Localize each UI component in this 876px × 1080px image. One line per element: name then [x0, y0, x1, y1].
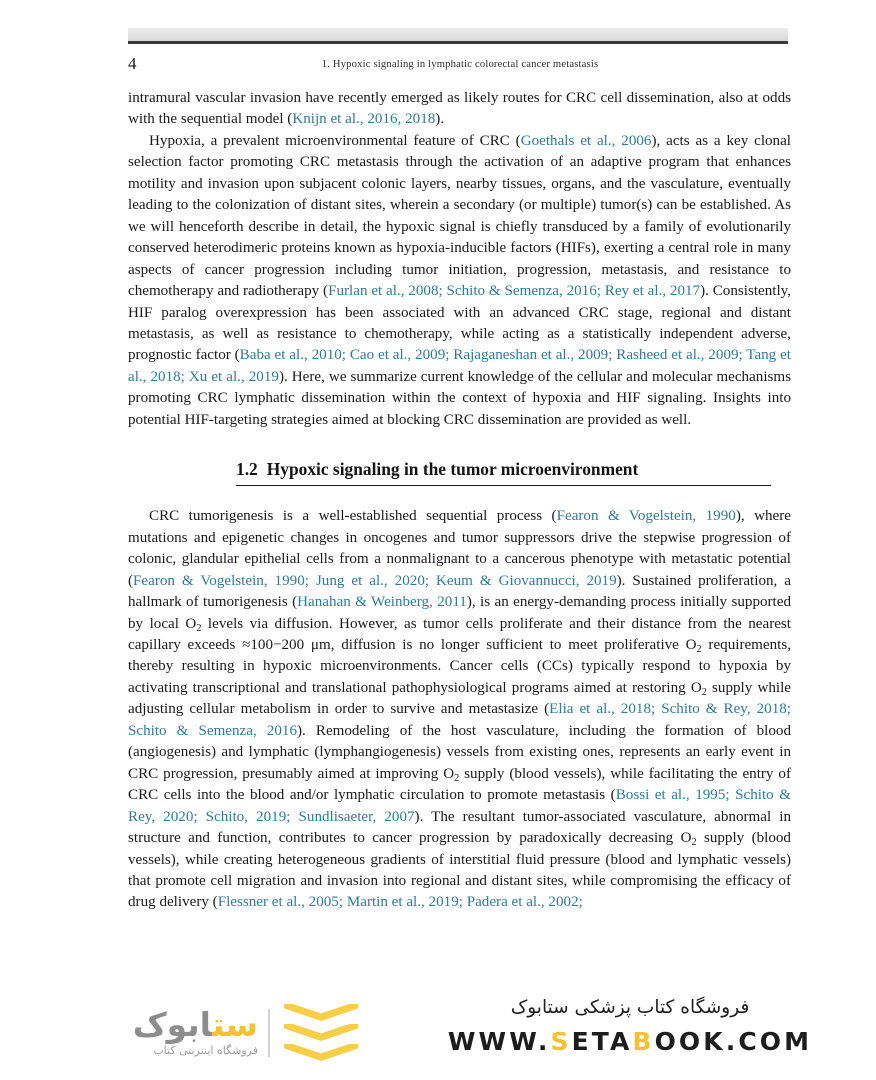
- subscript: 2: [696, 643, 702, 655]
- subscript: 2: [691, 836, 697, 848]
- scan-top-bar: [128, 28, 788, 44]
- subscript: 2: [454, 772, 460, 784]
- chevron-emblem-icon: [284, 1004, 358, 1062]
- scan-gray-band: [128, 28, 788, 41]
- brand-url-accent-letter: B: [632, 1027, 655, 1056]
- chevron-icon-3: [284, 1044, 358, 1061]
- citation-reference[interactable]: Hanahan & Weinberg, 2011: [297, 594, 467, 611]
- brand-logo-tagline: فروشگاه اینترنتی کتاب: [153, 1044, 258, 1057]
- citation-reference[interactable]: Knijn et al., 2016, 2018: [292, 111, 436, 128]
- brand-url[interactable]: [430, 1025, 830, 1059]
- citation-reference[interactable]: Elia et al., 2018; Schito & Rey, 2018; Schito & Semenza, 2016: [128, 701, 791, 739]
- subscript: 2: [196, 622, 202, 634]
- paragraph-3: CRC tumorigenesis is a well-established sequential process (Fearon & Vogelstein, 1990), where mutations and epigenetic changes in oncogenes and tumor suppressors drive the stepwise progression of colonic, glandular epithelial cells from a nonmalignant to a cancerous phenotype with metastatic potential (Fearon & Vogelstein, 1990; Jung et al., 2020; Keum & Giovannucci, 2019). Sustained proliferation, a hallmark of tumorigenesis (Hanahan & Weinberg, 2011), is an energy-demanding process initially supported by local $O_2$ levels via diffusion. However, as tumor cells proliferate and their distance from the nearest capillary exceeds ≈100−200 μm, diffusion is no longer sufficient to meet proliferative $O_2$ requirements, thereby resulting in hypoxic microenvironments. Cancer cells (CCs) typically respond to hypoxia by activating transcriptional and translational pathophysiological programs aimed at restoring $O_2$ supply while adjusting cellular metabolism in order to survive and metastasize (Elia et al., 2018; Schito & Rey, 2018; Schito & Semenza, 2016). Remodeling of the host vasculature, including the formation of blood (angiogenesis) and lymphatic (lymphangiogenesis) vessels from existing ones, represents an early event in CRC progression, presumably aimed at improving $O_2$ supply (blood vessels), while facilitating the entry of CRC cells into the blood and/or lymphatic circulation to promote metastasis (Bossi et al., 1995; Schito & Rey, 2020; Schito, 2019; Sundlisaeter, 2007). The resultant tumor-associated vasculature, abnormal in structure and function, contributes to cancer progression by paradoxically decreasing $O_2$ supply (blood vessels), while creating heterogeneous gradients of interstitial fluid pressure (blood and lymphatic vessels) that promote cell migration and invasion into regional and distant sites, while compromising the efficacy of drug delivery (Flessner et al., 2005; Martin et al., 2019; Padera et al., 2002;: [128, 508, 791, 911]
- brand-url-segment: WWW.: [447, 1027, 551, 1056]
- brand-tagline-persian: فروشگاه کتاب پزشکی ستابوک: [510, 997, 750, 1018]
- running-head: [128, 53, 792, 75]
- brand-wordmark: [88, 1005, 266, 1058]
- section-heading: [236, 456, 771, 486]
- brand-wordmark-text: [88, 1005, 258, 1044]
- citation-reference[interactable]: Flessner et al., 2005; Martin et al., 2019; Padera et al., 2002;: [217, 894, 583, 911]
- chevron-icon-1: [284, 1004, 358, 1021]
- footer-divider: [0, 985, 876, 986]
- section-heading-block: [128, 456, 791, 486]
- citation-reference[interactable]: Baba et al., 2010; Cao et al., 2009; Rajaganeshan et al., 2009; Rasheed et al., 2009; Tang et al., 2018; Xu et al., 2019: [128, 347, 791, 385]
- paragraph-1: intramural vascular invasion have recently emerged as likely routes for CRC cell dissemination, also at odds with the sequential model (Knijn et al., 2016, 2018).: [128, 90, 791, 128]
- brand-url-segment: ETA: [571, 1027, 633, 1056]
- brand-url-segment: OOK.COM: [654, 1027, 813, 1056]
- citation-reference[interactable]: Bossi et al., 1995; Schito & Rey, 2020; Schito, 2019; Sundlisaeter, 2007: [128, 787, 791, 825]
- section-number: 1.2: [236, 459, 258, 480]
- brand-text-block: [430, 993, 830, 1059]
- brand-wordmark-rest: ابوک: [132, 1005, 213, 1044]
- citation-reference[interactable]: Fearon & Vogelstein, 1990: [556, 508, 736, 525]
- page-number: 4: [128, 54, 137, 73]
- chevron-icon-2: [284, 1024, 358, 1041]
- citation-reference[interactable]: Goethals et al., 2006: [520, 132, 652, 149]
- text-column: [128, 88, 791, 914]
- scan-dark-rule: [128, 41, 788, 44]
- brand-logo: [88, 995, 373, 1071]
- brand-wordmark-accent: ست: [212, 1005, 258, 1044]
- chapter-running-title: 1. Hypoxic signaling in lymphatic colorectal cancer metastasis: [321, 59, 599, 70]
- footer-watermark: [0, 985, 876, 1080]
- brand-divider: [268, 1009, 270, 1057]
- section-title: Hypoxic signaling in the tumor microenvironment: [266, 459, 639, 480]
- subscript: 2: [701, 686, 707, 698]
- paragraph-2: Hypoxia, a prevalent microenvironmental feature of CRC (Goethals et al., 2006), acts as a key clonal selection factor promoting CRC metastasis through the activation of an adaptive program that enhances motility and invasion upon subjacent colonic layers, nearby tissues, organs, and the vasculature, eventually leading to the colonization of distant sites, wherein a secondary (or multiple) tumor(s) can be established. As we will henceforth describe in detail, the hypoxic signal is chiefly transduced by a family of evolutionarily conserved heterodimeric proteins known as hypoxia-inducible factors (HIFs), exerting a central role in many aspects of cancer progression including tumor initiation, progression, metastasis, and resistance to chemotherapy and radiotherapy (Furlan et al., 2008; Schito & Semenza, 2016; Rey et al., 2017). Consistently, HIF paralog overexpression has been associated with an advanced CRC stage, regional and distant metastasis, as well as resistance to chemotherapy, while acting as a statistically independent adverse, prognostic factor (Baba et al., 2010; Cao et al., 2009; Rajaganeshan et al., 2009; Rasheed et al., 2009; Tang et al., 2018; Xu et al., 2019). Here, we summarize current knowledge of the cellular and molecular mechanisms promoting CRC lymphatic dissemination within the context of hypoxia and HIF signaling. Insights into potential HIF-targeting strategies aimed at blocking CRC dissemination are provided as well.: [128, 132, 792, 428]
- citation-reference[interactable]: Furlan et al., 2008; Schito & Semenza, 2016; Rey et al., 2017: [328, 283, 701, 300]
- brand-url-accent-letter: S: [550, 1027, 572, 1056]
- citation-reference[interactable]: Fearon & Vogelstein, 1990; Jung et al., 2020; Keum & Giovannucci, 2019: [133, 572, 617, 589]
